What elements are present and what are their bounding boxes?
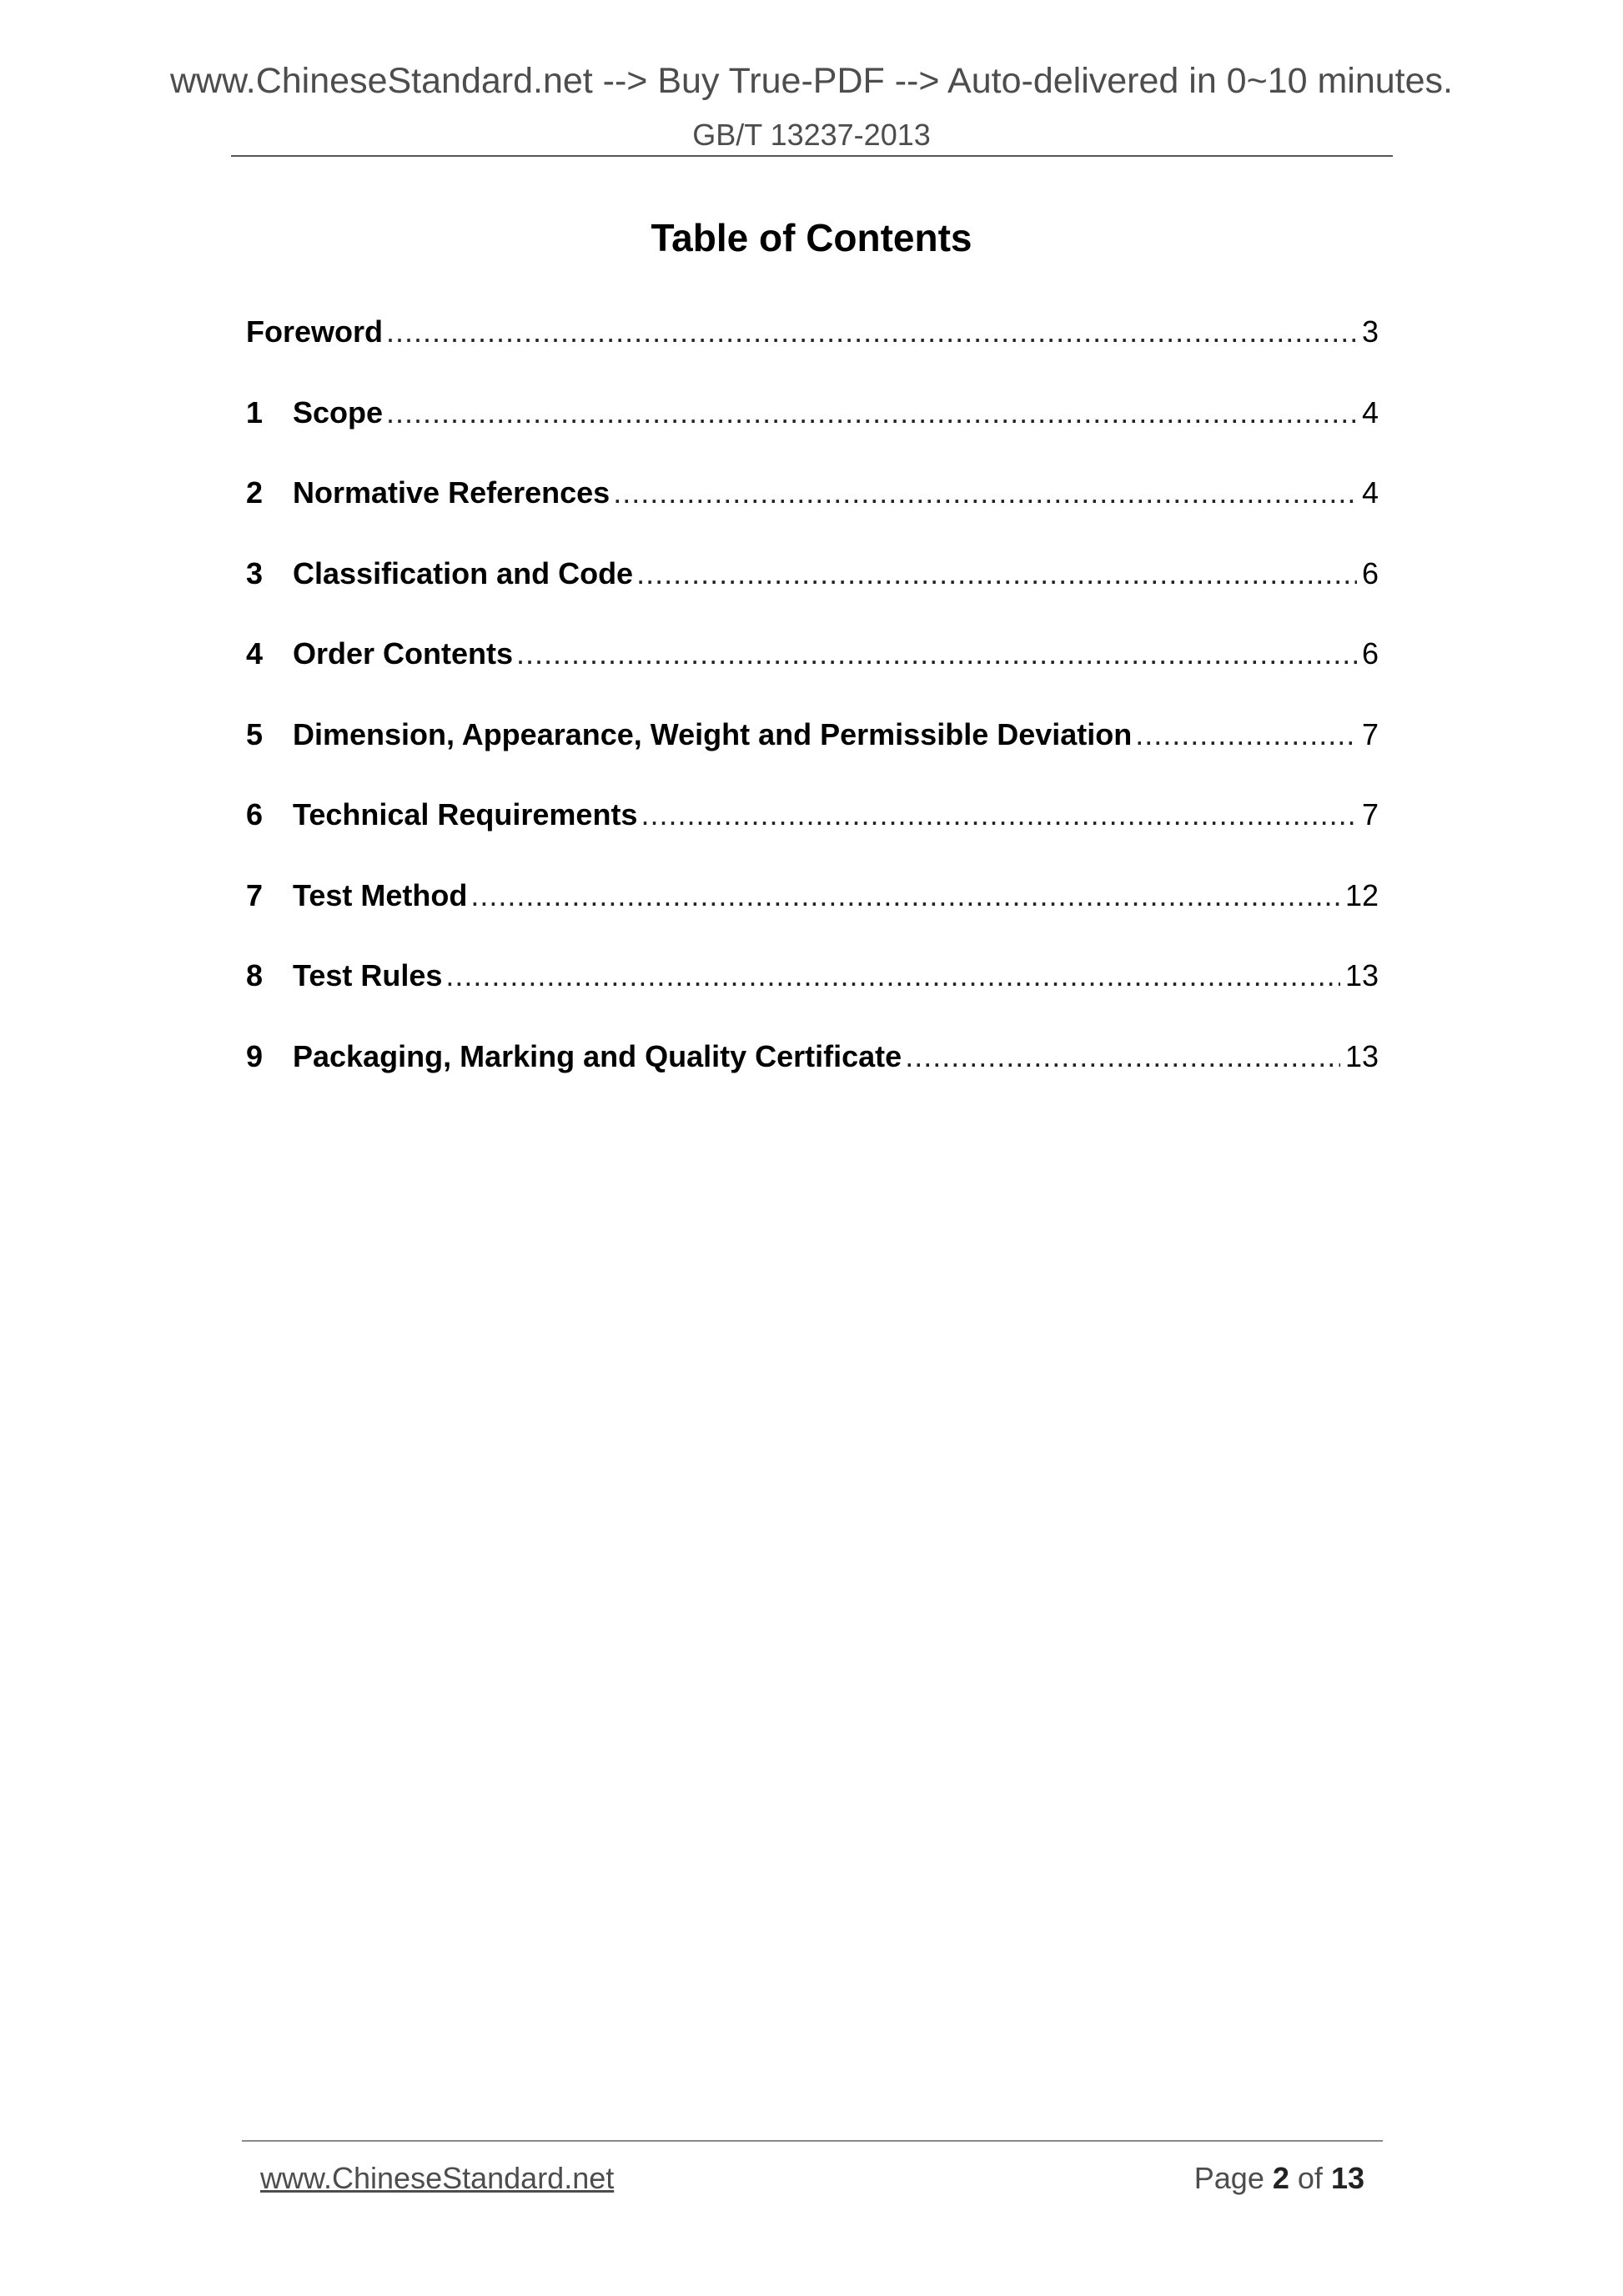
- toc-entry-test-rules[interactable]: [246, 959, 1379, 1040]
- page-of: of: [1297, 2161, 1323, 2195]
- toc-entry-label: Order Contents: [293, 636, 514, 671]
- toc-entry-page: 6: [1361, 636, 1379, 671]
- toc-entry-page: 13: [1344, 958, 1379, 992]
- toc-dot-leader: [1135, 718, 1357, 751]
- toc-entry-page: 6: [1361, 555, 1379, 590]
- toc-dot-leader: [636, 557, 1357, 590]
- toc-entry-normative-references[interactable]: [246, 476, 1379, 557]
- toc-entry-classification-and-code[interactable]: [246, 557, 1379, 638]
- footer-site-link[interactable]: www.ChineseStandard.net: [260, 2161, 615, 2195]
- page-current: 2: [1272, 2161, 1289, 2195]
- toc-entry-number: 7: [246, 877, 264, 912]
- toc-entry-scope[interactable]: [246, 396, 1379, 477]
- toc-title: Table of Contents: [651, 216, 972, 259]
- footer-page-number: [1194, 2162, 1364, 2195]
- footer-divider: [242, 2140, 1383, 2142]
- toc-list: [246, 315, 1379, 1120]
- toc-entry-number: 6: [246, 797, 264, 831]
- toc-dot-leader: [613, 476, 1357, 510]
- toc-entry-label: Scope: [293, 394, 384, 430]
- toc-entry-number: 5: [246, 716, 264, 751]
- toc-entry-label: Technical Requirements: [293, 797, 638, 831]
- toc-entry-number: 4: [246, 636, 264, 671]
- toc-dot-leader: [386, 396, 1357, 430]
- toc-dot-leader: [470, 879, 1340, 912]
- page-total: 13: [1330, 2161, 1364, 2195]
- toc-dot-leader: [516, 637, 1357, 671]
- toc-entry-page: 7: [1361, 716, 1379, 751]
- toc-entry-label: Test Method: [293, 877, 468, 912]
- toc-dot-leader: [905, 1040, 1340, 1073]
- page-prefix: Page: [1193, 2161, 1264, 2195]
- toc-entry-technical-requirements[interactable]: [246, 798, 1379, 879]
- document-code: GB/T 13237-2013: [692, 118, 931, 152]
- toc-entry-number: 2: [246, 475, 264, 510]
- toc-dot-leader: [445, 959, 1340, 992]
- toc-dot-leader: [641, 798, 1357, 831]
- toc-entry-number: 9: [246, 1038, 264, 1073]
- toc-entry-page: 13: [1344, 1038, 1379, 1073]
- toc-entry-packaging-marking[interactable]: [246, 1040, 1379, 1121]
- toc-entry-dimension-appearance[interactable]: [246, 718, 1379, 799]
- toc-entry-test-method[interactable]: [246, 879, 1379, 960]
- toc-entry-page: 12: [1344, 877, 1379, 912]
- toc-entry-label: Dimension, Appearance, Weight and Permissible Deviation: [293, 716, 1133, 751]
- header-divider: [231, 155, 1393, 157]
- toc-entry-order-contents[interactable]: [246, 637, 1379, 718]
- toc-entry-label: Packaging, Marking and Quality Certificate: [293, 1038, 902, 1073]
- site-banner: www.ChineseStandard.net --> Buy True-PDF --> Auto-delivered in 0~10 minutes.: [169, 61, 1453, 101]
- toc-entry-label: Foreword: [246, 314, 384, 349]
- toc-entry-label: Normative References: [293, 475, 611, 510]
- toc-dot-leader: [386, 315, 1357, 349]
- toc-entry-foreword[interactable]: [246, 315, 1379, 396]
- toc-entry-page: 7: [1361, 797, 1379, 831]
- toc-entry-page: 4: [1361, 394, 1379, 430]
- toc-entry-number: 3: [246, 555, 264, 590]
- toc-entry-number: 8: [246, 958, 264, 992]
- toc-entry-label: Test Rules: [293, 958, 443, 992]
- toc-entry-page: 4: [1361, 475, 1379, 510]
- toc-entry-page: 3: [1361, 314, 1379, 349]
- toc-entry-number: 1: [246, 394, 264, 430]
- toc-entry-label: Classification and Code: [293, 555, 634, 590]
